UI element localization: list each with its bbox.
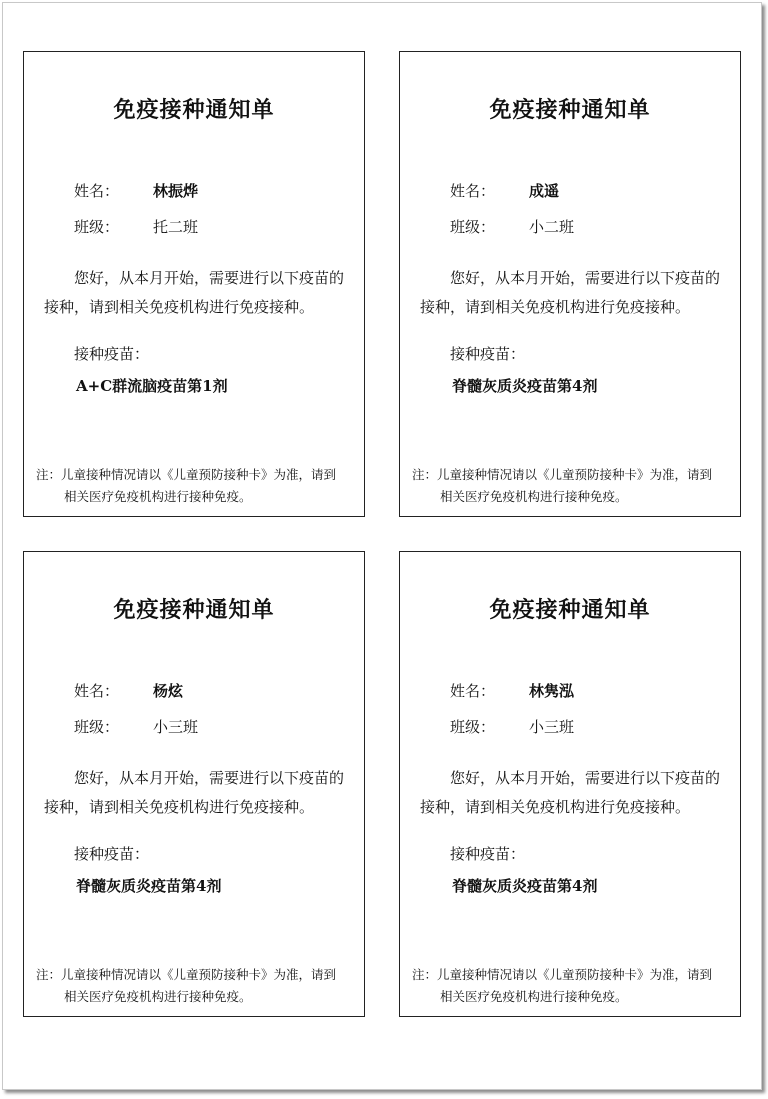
name-label: 姓名： <box>450 182 496 200</box>
class-value: 托二班 <box>153 218 199 236</box>
vaccine-value: 脊髓灰质炎疫苗第4剂 <box>76 877 222 895</box>
name-label: 姓名： <box>450 682 496 700</box>
notice-title: 免疫接种通知单 <box>113 98 275 123</box>
note-line-1: 注：儿童接种情况请以《儿童预防接种卡》为准，请到 <box>412 467 713 482</box>
notice-card <box>23 51 365 517</box>
class-label: 班级： <box>74 218 120 236</box>
vaccine-value: A+C群流脑疫苗第1剂 <box>76 377 228 395</box>
name-value: 成遥 <box>529 182 560 200</box>
class-value: 小三班 <box>529 718 575 736</box>
vaccine-label: 接种疫苗： <box>450 845 526 863</box>
vaccine-label: 接种疫苗： <box>74 845 150 863</box>
notice-note <box>412 464 734 508</box>
vaccine-value: 脊髓灰质炎疫苗第4剂 <box>452 877 598 895</box>
notice-note <box>412 964 734 1008</box>
vaccine-label: 接种疫苗： <box>74 345 150 363</box>
name-label: 姓名： <box>74 182 120 200</box>
name-value: 林振烨 <box>153 182 199 200</box>
name-value: 林隽泓 <box>529 682 575 700</box>
vaccine-label: 接种疫苗： <box>450 345 526 363</box>
notice-note <box>36 464 358 508</box>
notice-note <box>36 964 358 1008</box>
class-value: 小二班 <box>529 218 575 236</box>
note-line-1: 注：儿童接种情况请以《儿童预防接种卡》为准，请到 <box>36 467 337 482</box>
vaccine-value: 脊髓灰质炎疫苗第4剂 <box>452 377 598 395</box>
notice-title: 免疫接种通知单 <box>113 598 275 623</box>
notice-body: 您好，从本月开始，需要进行以下疫苗的接种，请到相关免疫机构进行免疫接种。 <box>420 769 721 816</box>
notice-card <box>23 551 365 1017</box>
note-line-2: 相关医疗免疫机构进行接种免疫。 <box>64 989 252 1004</box>
notice-body: 您好，从本月开始，需要进行以下疫苗的接种，请到相关免疫机构进行免疫接种。 <box>44 269 345 316</box>
notice-title: 免疫接种通知单 <box>489 598 651 623</box>
notice-card <box>399 51 741 517</box>
note-line-1: 注：儿童接种情况请以《儿童预防接种卡》为准，请到 <box>36 967 337 982</box>
class-value: 小三班 <box>153 718 199 736</box>
document-page <box>2 2 762 1090</box>
notice-body: 您好，从本月开始，需要进行以下疫苗的接种，请到相关免疫机构进行免疫接种。 <box>420 269 721 316</box>
notice-card <box>399 551 741 1017</box>
notice-title: 免疫接种通知单 <box>489 98 651 123</box>
class-label: 班级： <box>450 218 496 236</box>
class-label: 班级： <box>74 718 120 736</box>
note-line-2: 相关医疗免疫机构进行接种免疫。 <box>440 489 628 504</box>
note-line-2: 相关医疗免疫机构进行接种免疫。 <box>64 489 252 504</box>
name-label: 姓名： <box>74 682 120 700</box>
note-line-2: 相关医疗免疫机构进行接种免疫。 <box>440 989 628 1004</box>
notice-body: 您好，从本月开始，需要进行以下疫苗的接种，请到相关免疫机构进行免疫接种。 <box>44 769 345 816</box>
note-line-1: 注：儿童接种情况请以《儿童预防接种卡》为准，请到 <box>412 967 713 982</box>
class-label: 班级： <box>450 718 496 736</box>
name-value: 杨炫 <box>153 682 184 700</box>
